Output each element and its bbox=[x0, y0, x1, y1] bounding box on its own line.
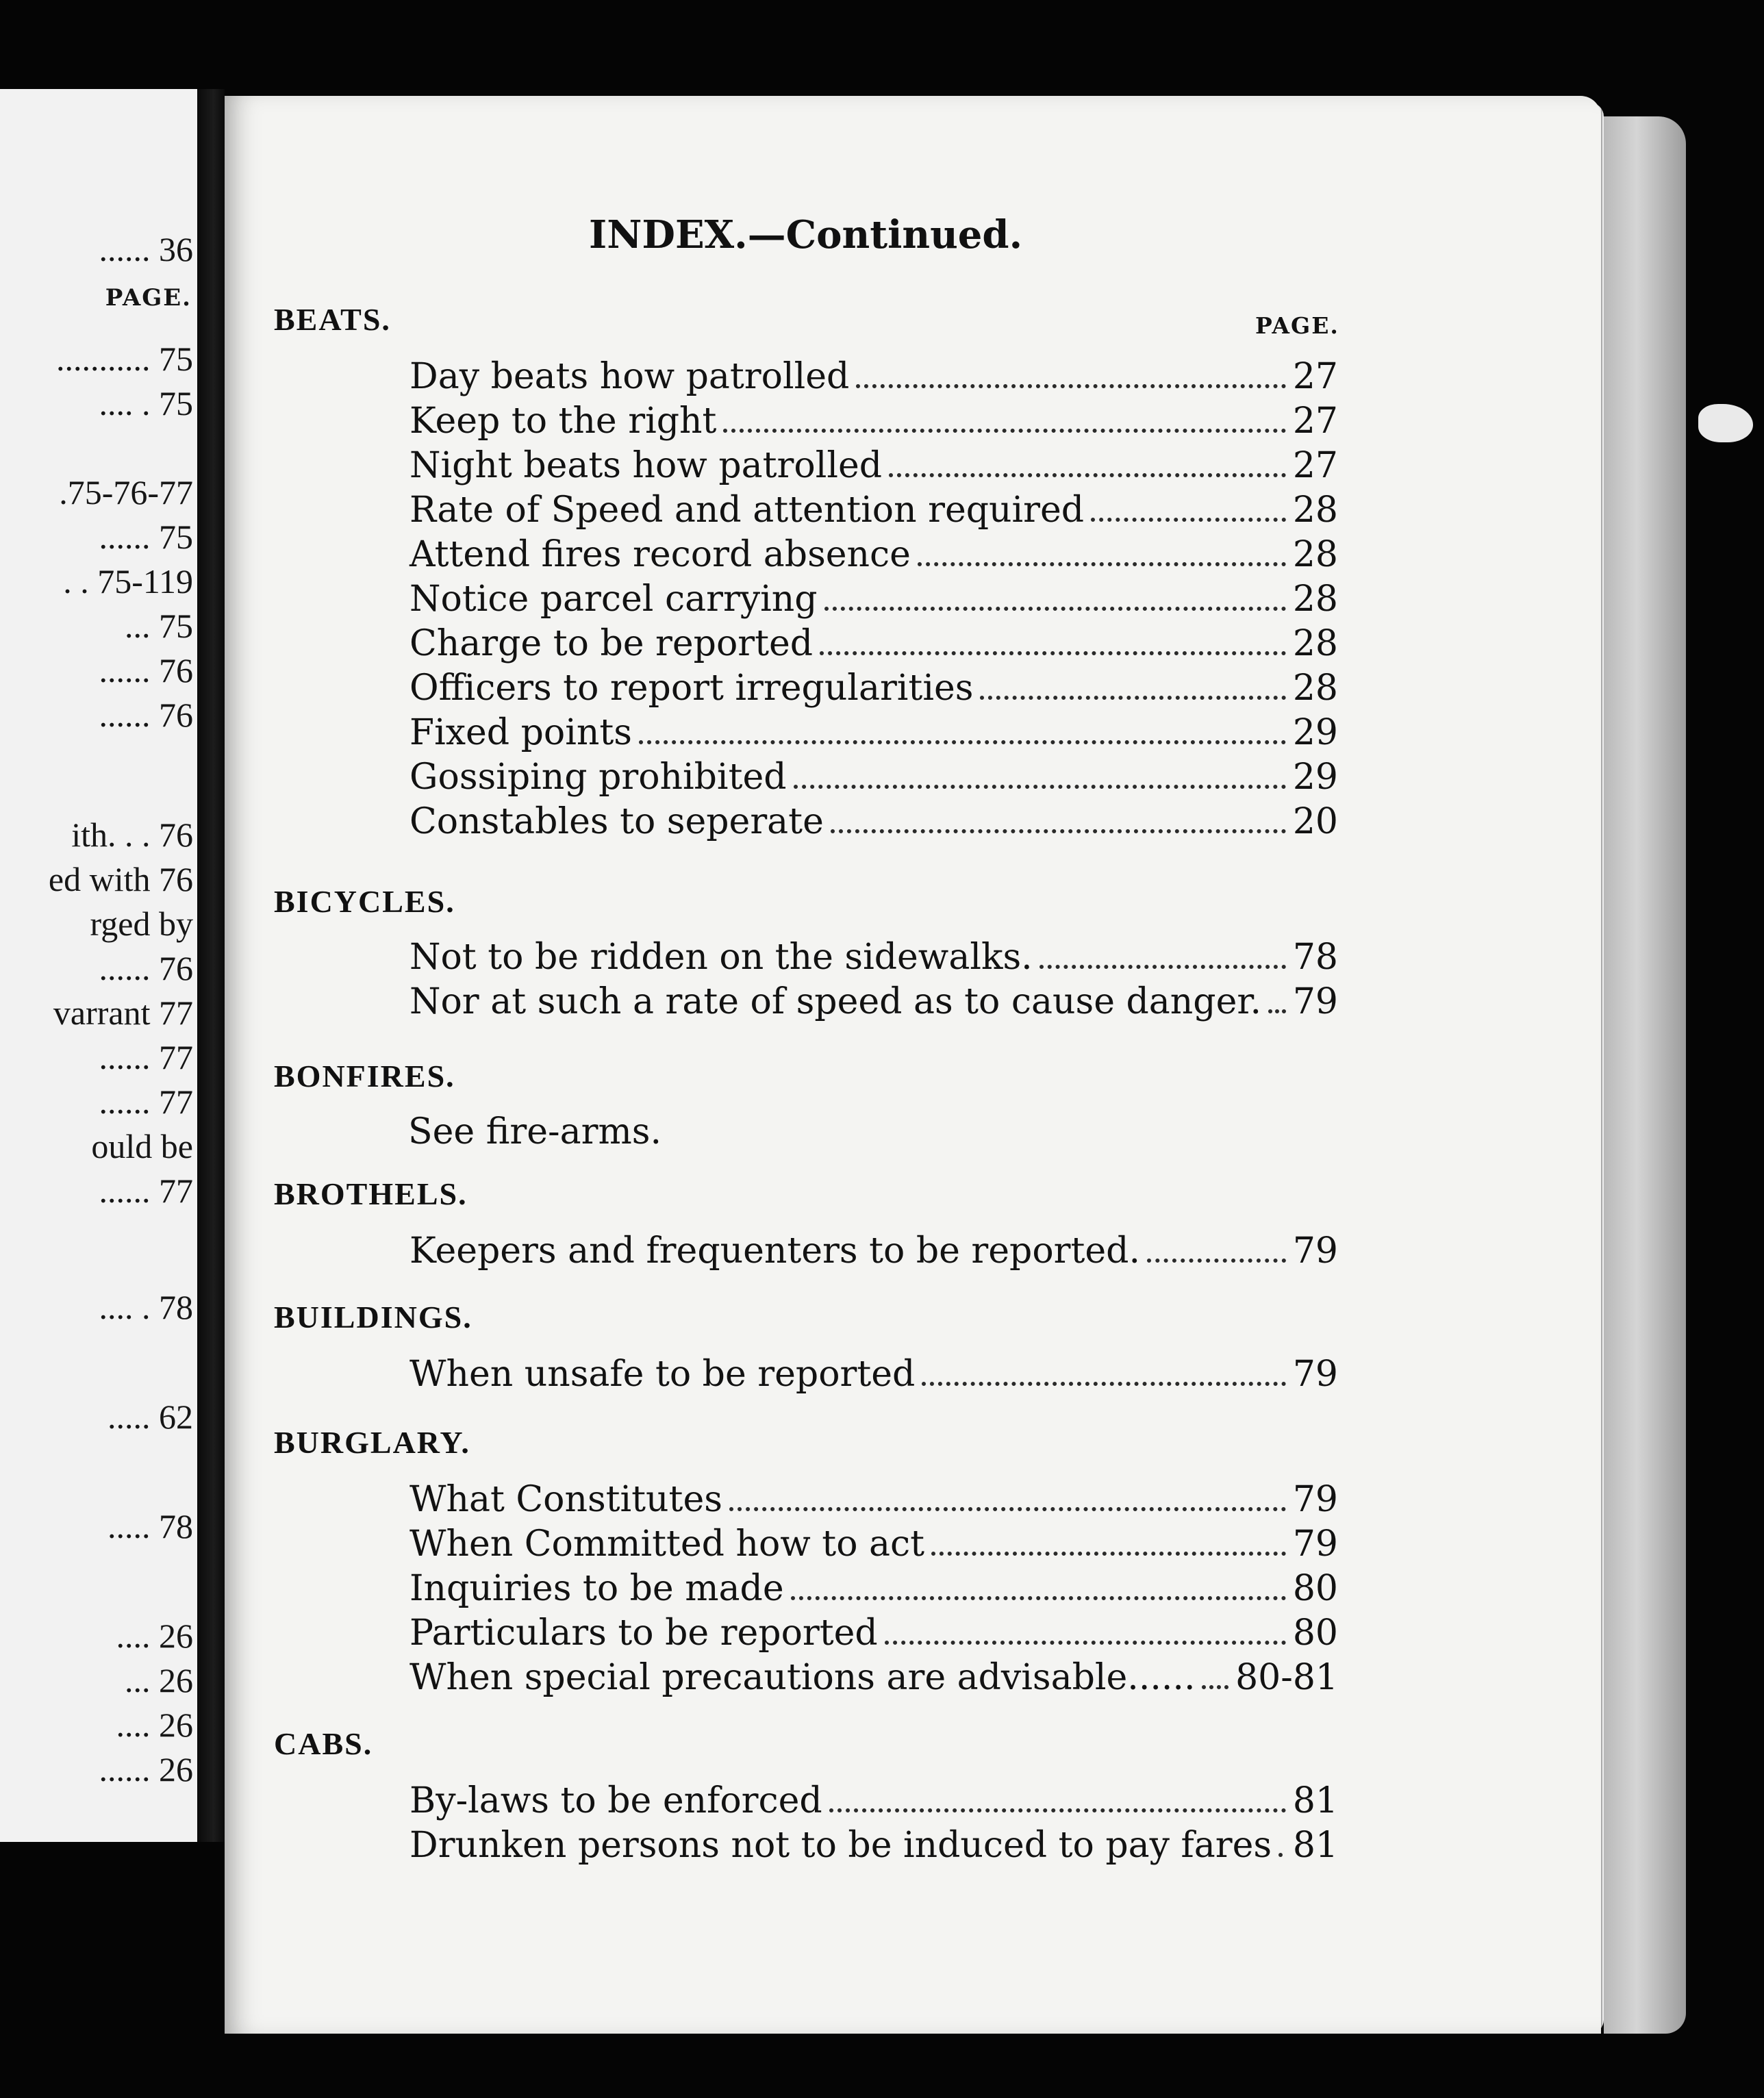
index-entry bbox=[410, 1657, 1338, 1701]
left-page-line: .... 26 bbox=[116, 1617, 193, 1655]
entry-text: Notice parcel carrying bbox=[410, 579, 818, 620]
section-heading: BONFIRES. bbox=[274, 1059, 455, 1094]
left-page-line: ........... 75 bbox=[56, 340, 193, 378]
left-page-line: ...... 77 bbox=[99, 1083, 193, 1121]
left-page-line: ... 26 bbox=[125, 1661, 193, 1699]
index-entry bbox=[410, 981, 1338, 1025]
entry-text: Gossiping prohibited bbox=[410, 757, 787, 798]
dot-leader bbox=[820, 651, 1286, 655]
index-entry bbox=[410, 356, 1338, 400]
entry-page-number: 79 bbox=[1292, 1230, 1338, 1272]
left-page-line: ...... 77 bbox=[99, 1038, 193, 1076]
entry-text: Inquiries to be made bbox=[410, 1568, 784, 1609]
entry-page-number: 27 bbox=[1292, 356, 1338, 397]
dot-leader bbox=[980, 696, 1285, 700]
entry-page-number: 79 bbox=[1292, 1479, 1338, 1520]
entry-page-number: 79 bbox=[1292, 981, 1338, 1022]
entry-text: Constables to seperate bbox=[410, 801, 824, 842]
index-entry bbox=[410, 445, 1338, 489]
dot-leader bbox=[831, 829, 1286, 833]
entry-text: Keepers and frequenters to be reported. bbox=[410, 1230, 1140, 1272]
book-gutter bbox=[197, 89, 225, 1842]
dot-leader bbox=[1147, 1259, 1286, 1263]
left-page-line: ed with 76 bbox=[48, 860, 193, 898]
entry-page-number: 28 bbox=[1292, 623, 1338, 664]
index-entry bbox=[410, 623, 1338, 667]
index-entry bbox=[410, 534, 1338, 578]
entry-text: Nor at such a rate of speed as to cause danger. bbox=[410, 981, 1262, 1022]
entry-text: Officers to report irregularities bbox=[410, 668, 974, 709]
left-page-line: ... 75 bbox=[125, 607, 193, 645]
left-facing-page bbox=[0, 89, 197, 1842]
index-entry bbox=[410, 1568, 1338, 1612]
entry-page-number: 81 bbox=[1292, 1780, 1338, 1821]
left-page-line: .75-76-77 bbox=[59, 473, 193, 511]
index-entry bbox=[410, 1230, 1338, 1274]
book-cover-edge bbox=[1604, 116, 1686, 2034]
left-page-line: ...... 75 bbox=[99, 518, 193, 556]
dot-leader bbox=[1268, 1009, 1286, 1013]
left-page-line: varrant 77 bbox=[53, 994, 193, 1032]
dot-leader bbox=[1202, 1685, 1228, 1689]
left-page-line: ould be bbox=[91, 1127, 193, 1165]
dot-leader bbox=[794, 785, 1286, 789]
entry-text: When Committed how to act bbox=[410, 1524, 925, 1565]
index-entry bbox=[410, 401, 1338, 444]
dot-leader bbox=[824, 607, 1286, 611]
entry-page-number: 27 bbox=[1292, 445, 1338, 486]
entry-text: Rate of Speed and attention required bbox=[410, 490, 1085, 531]
dot-leader bbox=[856, 384, 1286, 388]
paper-stain bbox=[1698, 404, 1753, 442]
see-also-reference: See fire-arms. bbox=[408, 1111, 662, 1152]
entry-page-number: 28 bbox=[1292, 579, 1338, 620]
index-entry bbox=[410, 1524, 1338, 1567]
left-page-line: ...... 36 bbox=[99, 230, 193, 268]
index-entry bbox=[410, 757, 1338, 800]
index-entry bbox=[410, 937, 1338, 981]
dot-leader bbox=[729, 1507, 1286, 1511]
entry-page-number: 20 bbox=[1292, 801, 1338, 842]
entry-text: Attend fires record absence bbox=[410, 534, 911, 575]
dot-leader bbox=[1278, 1853, 1286, 1857]
entry-page-number: 28 bbox=[1292, 668, 1338, 709]
entry-page-number: 80-81 bbox=[1235, 1657, 1338, 1698]
index-entry bbox=[410, 490, 1338, 533]
entry-page-number: 80 bbox=[1292, 1568, 1338, 1609]
entry-page-number: 79 bbox=[1292, 1524, 1338, 1565]
left-page-line: .... . 78 bbox=[99, 1288, 193, 1326]
index-entry bbox=[410, 1780, 1338, 1824]
entry-text: Not to be ridden on the sidewalks. bbox=[410, 937, 1033, 978]
left-page-line: ...... 76 bbox=[99, 696, 193, 734]
entry-text: What Constitutes bbox=[410, 1479, 722, 1520]
entry-text: Keep to the right bbox=[410, 401, 717, 442]
entry-text: Particulars to be reported bbox=[410, 1613, 878, 1654]
left-page-line: ...... 77 bbox=[99, 1172, 193, 1210]
entry-text: When special precautions are advisable...... bbox=[410, 1657, 1196, 1698]
section-heading: BICYCLES. bbox=[274, 884, 455, 919]
index-entry bbox=[410, 712, 1338, 756]
left-page-line: rged by bbox=[90, 905, 193, 943]
entry-page-number: 80 bbox=[1292, 1613, 1338, 1654]
entry-text: Charge to be reported bbox=[410, 623, 814, 664]
entry-page-number: 78 bbox=[1292, 937, 1338, 978]
dot-leader bbox=[1091, 518, 1286, 522]
entry-page-number: 28 bbox=[1292, 534, 1338, 575]
section-heading: BUILDINGS. bbox=[274, 1300, 473, 1335]
entry-text: Day beats how patrolled bbox=[410, 356, 850, 397]
entry-text: Drunken persons not to be induced to pay fares bbox=[410, 1825, 1272, 1866]
dot-leader bbox=[723, 429, 1285, 433]
entry-page-number: 79 bbox=[1292, 1354, 1338, 1395]
entry-page-number: 27 bbox=[1292, 401, 1338, 442]
left-page-line: .... . 75 bbox=[99, 384, 193, 422]
index-entry bbox=[410, 1825, 1338, 1869]
dot-leader bbox=[918, 562, 1286, 566]
entry-text: When unsafe to be reported bbox=[410, 1354, 916, 1395]
section-heading: BEATS. bbox=[274, 302, 391, 337]
entry-page-number: 29 bbox=[1292, 712, 1338, 753]
page-title: INDEX.—Continued. bbox=[589, 212, 1023, 257]
left-page-line: .... 26 bbox=[116, 1706, 193, 1744]
left-page-line: ...... 76 bbox=[99, 651, 193, 690]
dot-leader bbox=[791, 1596, 1286, 1600]
left-page-line: ith. . . 76 bbox=[71, 816, 193, 854]
entry-text: Night beats how patrolled bbox=[410, 445, 883, 486]
index-entry bbox=[410, 579, 1338, 622]
dot-leader bbox=[639, 740, 1286, 744]
left-page-line: ..... 62 bbox=[108, 1398, 193, 1436]
section-heading: CABS. bbox=[274, 1726, 373, 1761]
section-heading: BROTHELS. bbox=[274, 1176, 468, 1211]
dot-leader bbox=[885, 1641, 1286, 1645]
entry-page-number: 29 bbox=[1292, 757, 1338, 798]
page-column-label: PAGE. bbox=[1255, 312, 1339, 339]
index-entry bbox=[410, 668, 1338, 711]
index-entry bbox=[410, 1613, 1338, 1656]
entry-page-number: 81 bbox=[1292, 1825, 1338, 1866]
left-page-column-head: PAGE. bbox=[105, 284, 192, 312]
index-entry bbox=[410, 801, 1338, 845]
entry-text: Fixed points bbox=[410, 712, 632, 753]
section-heading: BURGLARY. bbox=[274, 1425, 470, 1460]
dot-leader bbox=[1040, 965, 1286, 969]
index-entry bbox=[410, 1354, 1338, 1398]
left-page-line: ..... 78 bbox=[108, 1507, 193, 1545]
left-page-line: ...... 76 bbox=[99, 949, 193, 987]
entry-text: By-laws to be enforced bbox=[410, 1780, 822, 1821]
left-page-line: . . 75-119 bbox=[63, 562, 193, 601]
index-entry bbox=[410, 1479, 1338, 1523]
dot-leader bbox=[931, 1552, 1286, 1556]
dot-leader bbox=[829, 1808, 1286, 1812]
dot-leader bbox=[922, 1382, 1286, 1386]
entry-page-number: 28 bbox=[1292, 490, 1338, 531]
left-page-line: ...... 26 bbox=[99, 1750, 193, 1789]
dot-leader bbox=[889, 473, 1286, 477]
